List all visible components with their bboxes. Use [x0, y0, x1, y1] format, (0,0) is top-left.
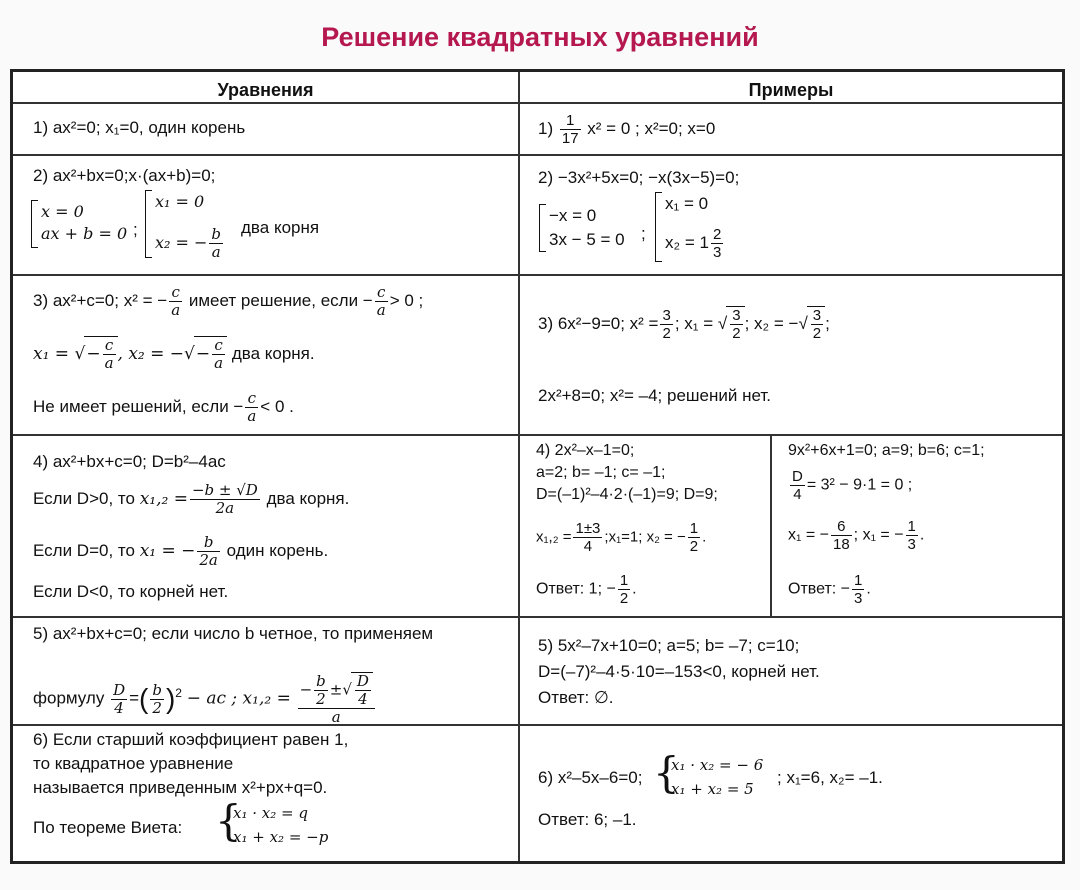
- right-row2-line1: 2) −3x²+5x=0; −x(3x−5)=0;: [538, 168, 740, 187]
- left-row5-line1: 5) ax²+bx+c=0; если число b четное, то применяем: [33, 624, 434, 643]
- left-row3-line1: 3) ax²+c=0; x² = − $\frac{c}{a}$ имеет решение, если − $\frac{c}{a}$ > 0 ;: [33, 283, 424, 319]
- left-row4-line3: Если D=0, то x₁ = − $\frac{b}{2a}$ один корень.: [33, 533, 329, 569]
- header-equations: Уравнения: [217, 80, 314, 100]
- right-row3-line2: 2x²+8=0; x²= –4; решений нет.: [538, 386, 772, 405]
- left-row3-line2: x₁ = √− $\frac{c}{a}$ , x₂ = −√− $\frac{c}{a}$ два корня.: [33, 336, 315, 372]
- right-row1: 1) $\frac{1}{17}$ x² = 0 ; x²=0; x=0: [538, 112, 716, 147]
- left-row5-line2: формулу $\frac{D}{4}$ =( $\frac{b}{2}$ )$^2$ − ac ; x₁,₂ = − $\frac{b}{2}$ ±√ $\frac{D}{4}$ a: [33, 672, 377, 726]
- left-row1: 1) ax²=0; x₁=0, один корень: [33, 118, 246, 137]
- left-row4-line1: 4) ax²+bx+c=0; D=b²–4ac: [33, 452, 226, 471]
- left-row3-line3: Не имеет решений, если − $\frac{c}{a}$ < 0 .: [33, 389, 294, 425]
- equations-table: Уравнения Примеры 1) ax²=0; x₁=0, один корень 1) $\frac{1}{17}$ x² = 0 ; x²=0; x=0 2) ax²+bx=0;x·(ax+b)=0; x = 0 ax + b = 0 ; x₁ = 0 x₂ = − $\frac{b}{a}$ два корня 2) −3x²+5x=0; −x(3x−5)=0; −x = 0 3x − 5 = 0 ; x₁ = 0 x₂ = 1 $\frac{2}{3}$ 3) ax²+c=0; x² = − $\frac{c}{a}$ имеет решение, если − $\frac{c}{a}$ > 0 ; x₁ = √− $\frac{c}{a}$ , x₂ = −√− $\frac{c}{a}$ два корня. Не имеет решений, если − $\frac{c}{a}$ < 0 . 3) 6x²−9=0; x² = $\frac{3}{2}$ ; x₁ = √ $\frac{3}{2}$ ; x₂ = −√ $\frac{3}{2}$ ; 2x²+8=0; x²= –4; решений нет. 4) ax²+bx+c=0; D=b²–4ac Если D>0, то x₁,₂ = $\frac{-b \pm √D}{2a}$ два корня. Если D=0, то x₁ = − $\frac{b}{2a}$ один корень. Если D<0, то корней нет. 4) 2x²–x–1=0; a=2; b= –1; c= –1; D=(–1)²–4·2·(–1)=9; D=9; x₁,₂ = $\frac{1\pm 3}{4}$ ;x₁=1; x₂ = − $\frac{1}{2}$ . Ответ: 1; − $\frac{1}{2}$ . 9x²+6x+1=0; a=9; b=6; c=1; $\frac{D}{4}$ = 3² − 9·1 = 0 ; x₁ = − $\frac{6}{18}$ ; x₁ = − $\frac{1}{3}$ . Ответ: − $\frac{1}{3}$ . 5) ax²+bx+c=0; если число b четное, то применяем формулу $\frac{D}{4}$ =( $\frac{b}{2}$ )$^2$ − ac ; x₁,₂ = − $\frac{b}{2}$ ±√ $\frac{D}{4}$ a 5) 5x²–7x+10=0; a=5; b= –7; c=10; D=(–7)²–4·5·10=–153<0, корней нет. Ответ: ∅. 6) Если старший коэффициент равен 1, то квадратное уравнение называется приведенным x²+px+q=0. По теореме Виета: { x₁ · x₂ = q x₁ + x₂ = −p 6) x²–5x–6=0; { x₁ · x₂ = − 6 x₁ + x₂ = 5 ; x₁=6, x₂= –1. Ответ: 6; –1.: [10, 69, 1065, 864]
- page-title: Решение квадратных уравнений: [321, 22, 759, 52]
- right-row3-line1: 3) 6x²−9=0; x² = $\frac{3}{2}$ ; x₁ = √ $\frac{3}{2}$ ; x₂ = −√ $\frac{3}{2}$ ;: [538, 307, 830, 342]
- left-row2-line1: 2) ax²+bx=0;x·(ax+b)=0;: [33, 166, 216, 185]
- header-examples: Примеры: [748, 80, 834, 100]
- left-row4-line4: Если D<0, то корней нет.: [33, 582, 229, 601]
- left-row4-line2: Если D>0, то x₁,₂ = $\frac{-b \pm √D}{2a}$ два корня.: [33, 481, 350, 517]
